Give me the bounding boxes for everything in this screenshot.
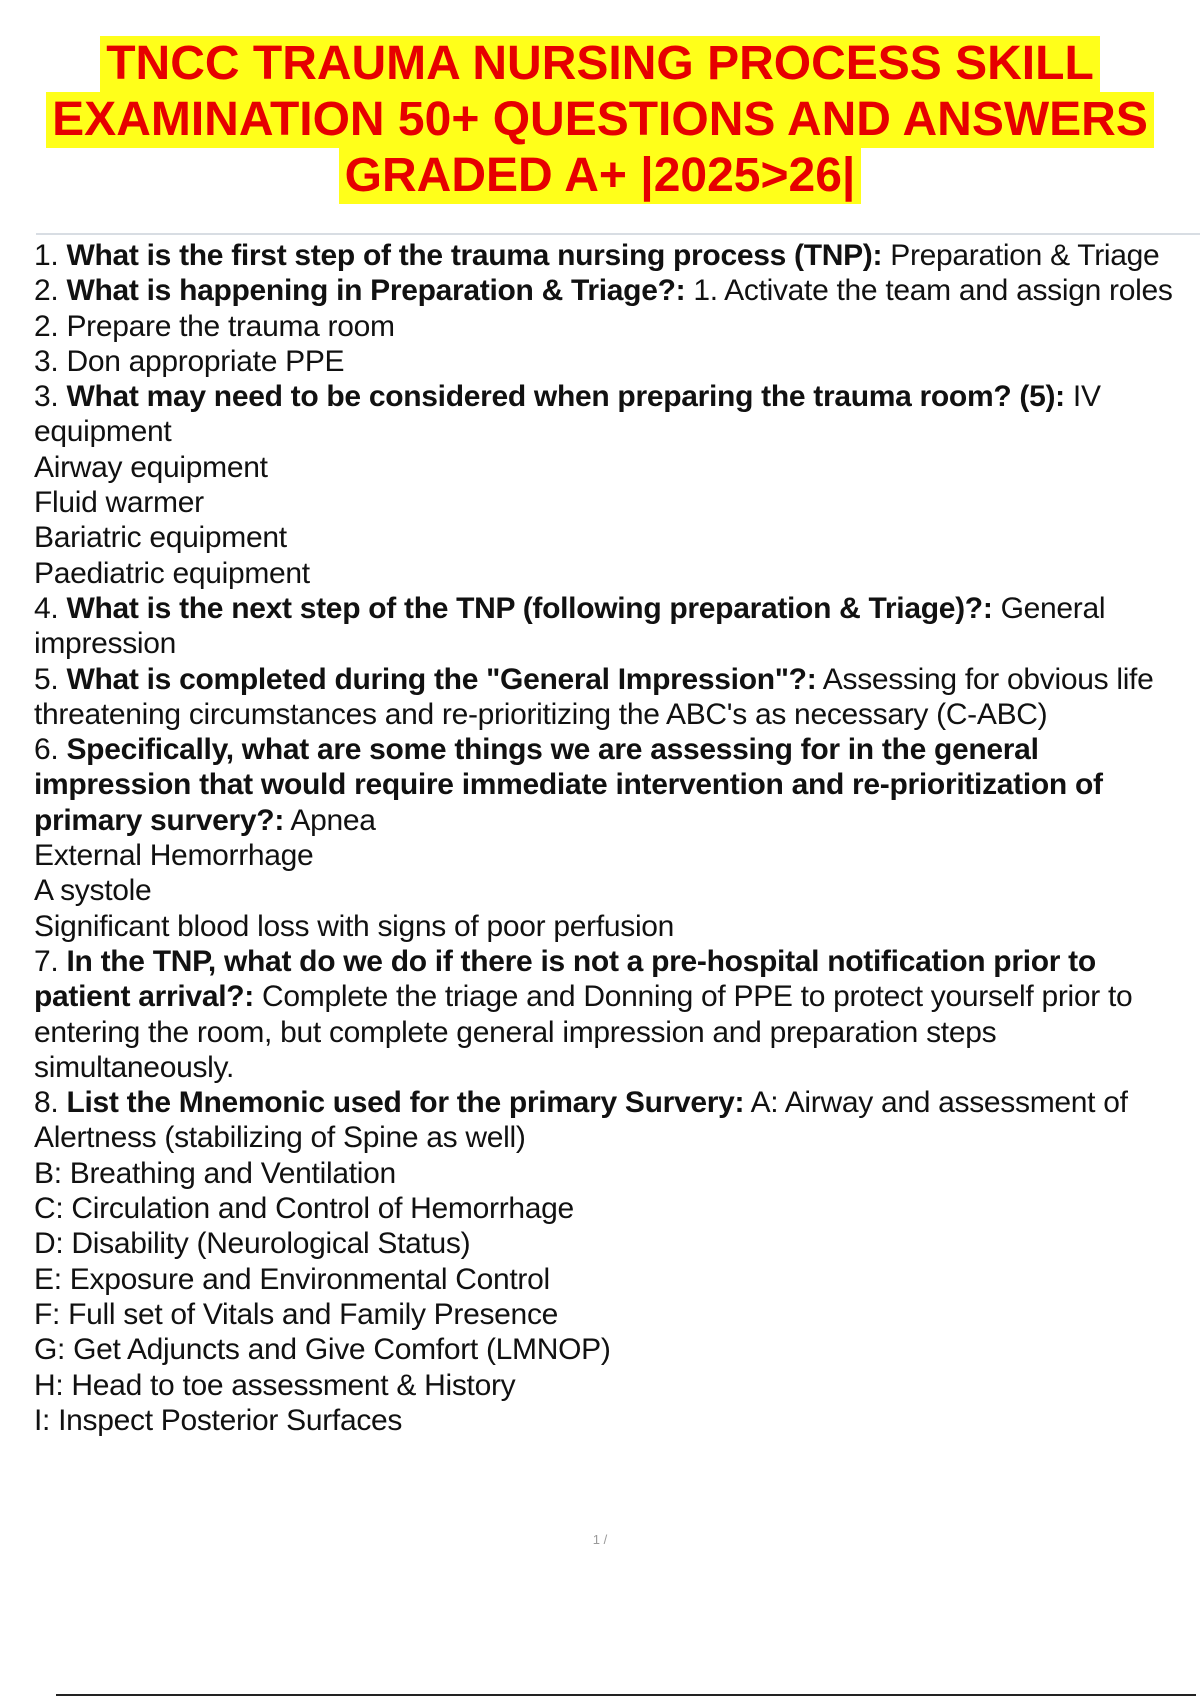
footer-divider [56,1694,1196,1696]
qa-item-1 [34,238,1196,273]
qa-item-4 [34,591,1196,662]
answer-line: Fluid warmer [34,486,204,520]
answer-text: General impression [34,591,1106,661]
page-number: 1 / [592,1532,608,1547]
question-text: What may need to be considered when preparing the trauma room? (5): [66,380,1065,414]
question-number: 6. [34,733,59,767]
answer-text: Preparation & Triage [890,239,1160,272]
qa-item-6 [34,732,1196,838]
question-number: 2. [34,274,59,308]
question-number: 5. [34,662,59,696]
question-text: In the TNP, what do we do if there is not a pre-hospital notification prior to patient arrival?: [34,944,1096,1014]
answer-line: I: Inspect Posterior Surfaces [34,1403,403,1437]
question-number: 4. [34,591,59,625]
question-text: What is completed during the "General Impression"?: [66,662,817,696]
answer-text: Apnea [290,803,376,837]
question-text: List the Mnemonic used for the primary Survery: [66,1086,745,1120]
answer-text: A: Airway and assessment of Alertness (stabilizing of Spine as well) [34,1086,1128,1155]
question-text: What is happening in Preparation & Triage?: [66,274,686,308]
question-text: Specifically, what are some things we are assessing for in the general impression that would require immediate intervention and re-prioritization of primary survery?: [34,733,1103,837]
header-divider [36,233,1200,235]
answer-line: 2. Prepare the trauma room [34,309,395,343]
answer-line: F: Full set of Vitals and Family Presence [34,1297,559,1331]
question-number: 3. [34,380,59,414]
answer-line: Bariatric equipment [34,521,287,555]
question-number: 1. [34,239,59,272]
answer-line: A systole [34,874,152,908]
answer-text: Assessing for obvious life threatening circumstances and re-prioritizing the ABC's as necessary (C-ABC) [34,662,1154,731]
title-line-1: TNCC TRAUMA NURSING PROCESS SKILL [100,36,1100,92]
document-title [0,36,1200,204]
answer-line: B: Breathing and Ventilation [34,1156,396,1190]
answer-text: IV equipment [34,380,1101,449]
qa-item-5 [34,662,1196,733]
answer-line: E: Exposure and Environmental Control [34,1262,550,1296]
title-line-3: GRADED A+ |2025>26| [339,148,862,204]
answer-line: Significant blood loss with signs of poor perfusion [34,909,675,943]
question-text: What is the first step of the trauma nursing process (TNP): [66,239,883,272]
answer-line: D: Disability (Neurological Status) [34,1227,471,1261]
qa-item-3 [34,379,1196,450]
qa-list [34,238,1196,1438]
answer-line: External Hemorrhage [34,839,314,873]
answer-line: Paediatric equipment [34,556,310,590]
answer-line: G: Get Adjuncts and Give Comfort (LMNOP) [34,1333,611,1367]
answer-line: 3. Don appropriate PPE [34,344,345,378]
qa-item-2 [34,273,1196,308]
answer-text: 1. Activate the team and assign roles [693,274,1173,308]
question-number: 7. [34,944,59,978]
answer-line: Airway equipment [34,450,268,484]
answer-line: H: Head to toe assessment & History [34,1368,516,1402]
qa-item-7 [34,944,1196,1085]
question-text: What is the next step of the TNP (following preparation & Triage)?: [66,591,993,625]
title-line-2: EXAMINATION 50+ QUESTIONS AND ANSWERS [46,92,1154,148]
answer-text: Complete the triage and Donning of PPE to protect yourself prior to entering the room, but complete general impression and preparation steps simultaneously. [34,980,1133,1084]
qa-item-8 [34,1085,1196,1156]
question-number: 8. [34,1086,59,1120]
answer-line: C: Circulation and Control of Hemorrhage [34,1192,574,1226]
